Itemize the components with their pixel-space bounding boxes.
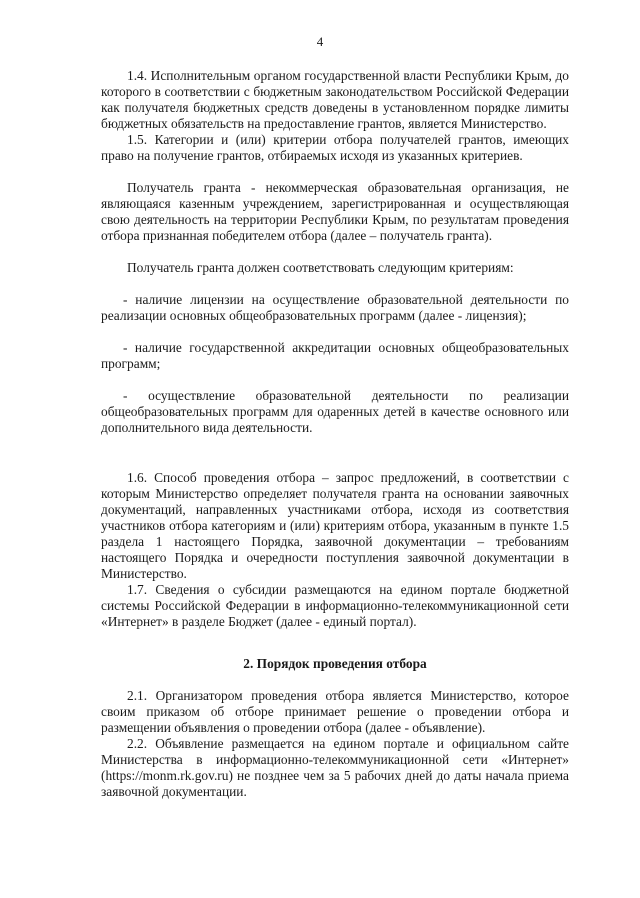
paragraph-1-7: 1.7. Сведения о субсидии размещаются на едином портале бюджетной системы Российской Федерации в информационно-телекоммуникационной сети «Интернет» в разделе Бюджет (далее - единый портал). [101, 582, 569, 629]
paragraph-1-4: 1.4. Исполнительным органом государственной власти Республики Крым, до которого в соответствии с бюджетным законодательством Российской Федерации как получателя бюджетных средств доведены в установленном порядке лимиты бюджетных обязательств на предоставление грантов, является Министерство. [101, 68, 569, 131]
criterion-gifted-children: - осуществление образовательной деятельности по реализации общеобразовательных программ для одаренных детей в качестве основного или дополнительного вида деятельности. [101, 388, 569, 435]
paragraph-1-6: 1.6. Способ проведения отбора – запрос предложений, в соответствии с которым Министерство определяет получателя гранта на основании заявочных документаций, направленных участниками отбора, исходя из соответствия участников отбора категориям и (или) критериям отбора, указанным в пункте 1.5 раздела 1 настоящего Порядка, заявочной документации – требованиям настоящего Порядка и очередности поступления заявочной документации в Министерство. [101, 470, 569, 581]
paragraph-criteria-intro: Получатель гранта должен соответствовать следующим критериям: [127, 260, 514, 275]
paragraph-recipient: Получатель гранта - некоммерческая образовательная организация, не являющаяся казенным учреждением, зарегистрированная и осуществляющая свою деятельность на территории Республики Крым, по результатам проведения отбора признанная победителем отбора (далее – получатель гранта). [101, 180, 569, 243]
criterion-license: - наличие лицензии на осуществление образовательной деятельности по реализации основных общеобразовательных программ (далее - лицензия); [101, 292, 569, 323]
paragraph-1-5: 1.5. Категории и (или) критерии отбора получателей грантов, имеющих право на получение грантов, отбираемых исходя из указанных критериев. [101, 132, 569, 163]
section-2-heading: 2. Порядок проведения отбора [243, 656, 427, 671]
document-body [101, 68, 569, 800]
paragraph-2-1: 2.1. Организатором проведения отбора является Министерство, которое своим приказом об отборе принимает решение о проведении отбора и размещении объявления о проведении отбора (далее - объявление). [101, 688, 569, 735]
page-number: 4 [316, 34, 324, 49]
criterion-accreditation: - наличие государственной аккредитации основных общеобразовательных программ; [101, 340, 569, 371]
paragraph-2-2: 2.2. Объявление размещается на едином портале и официальном сайте Министерства в информационно-телекоммуникационной сети «Интернет» (https://monm.rk.gov.ru) не позднее чем за 5 рабочих дней до даты начала приема заявочной документации. [101, 736, 569, 799]
